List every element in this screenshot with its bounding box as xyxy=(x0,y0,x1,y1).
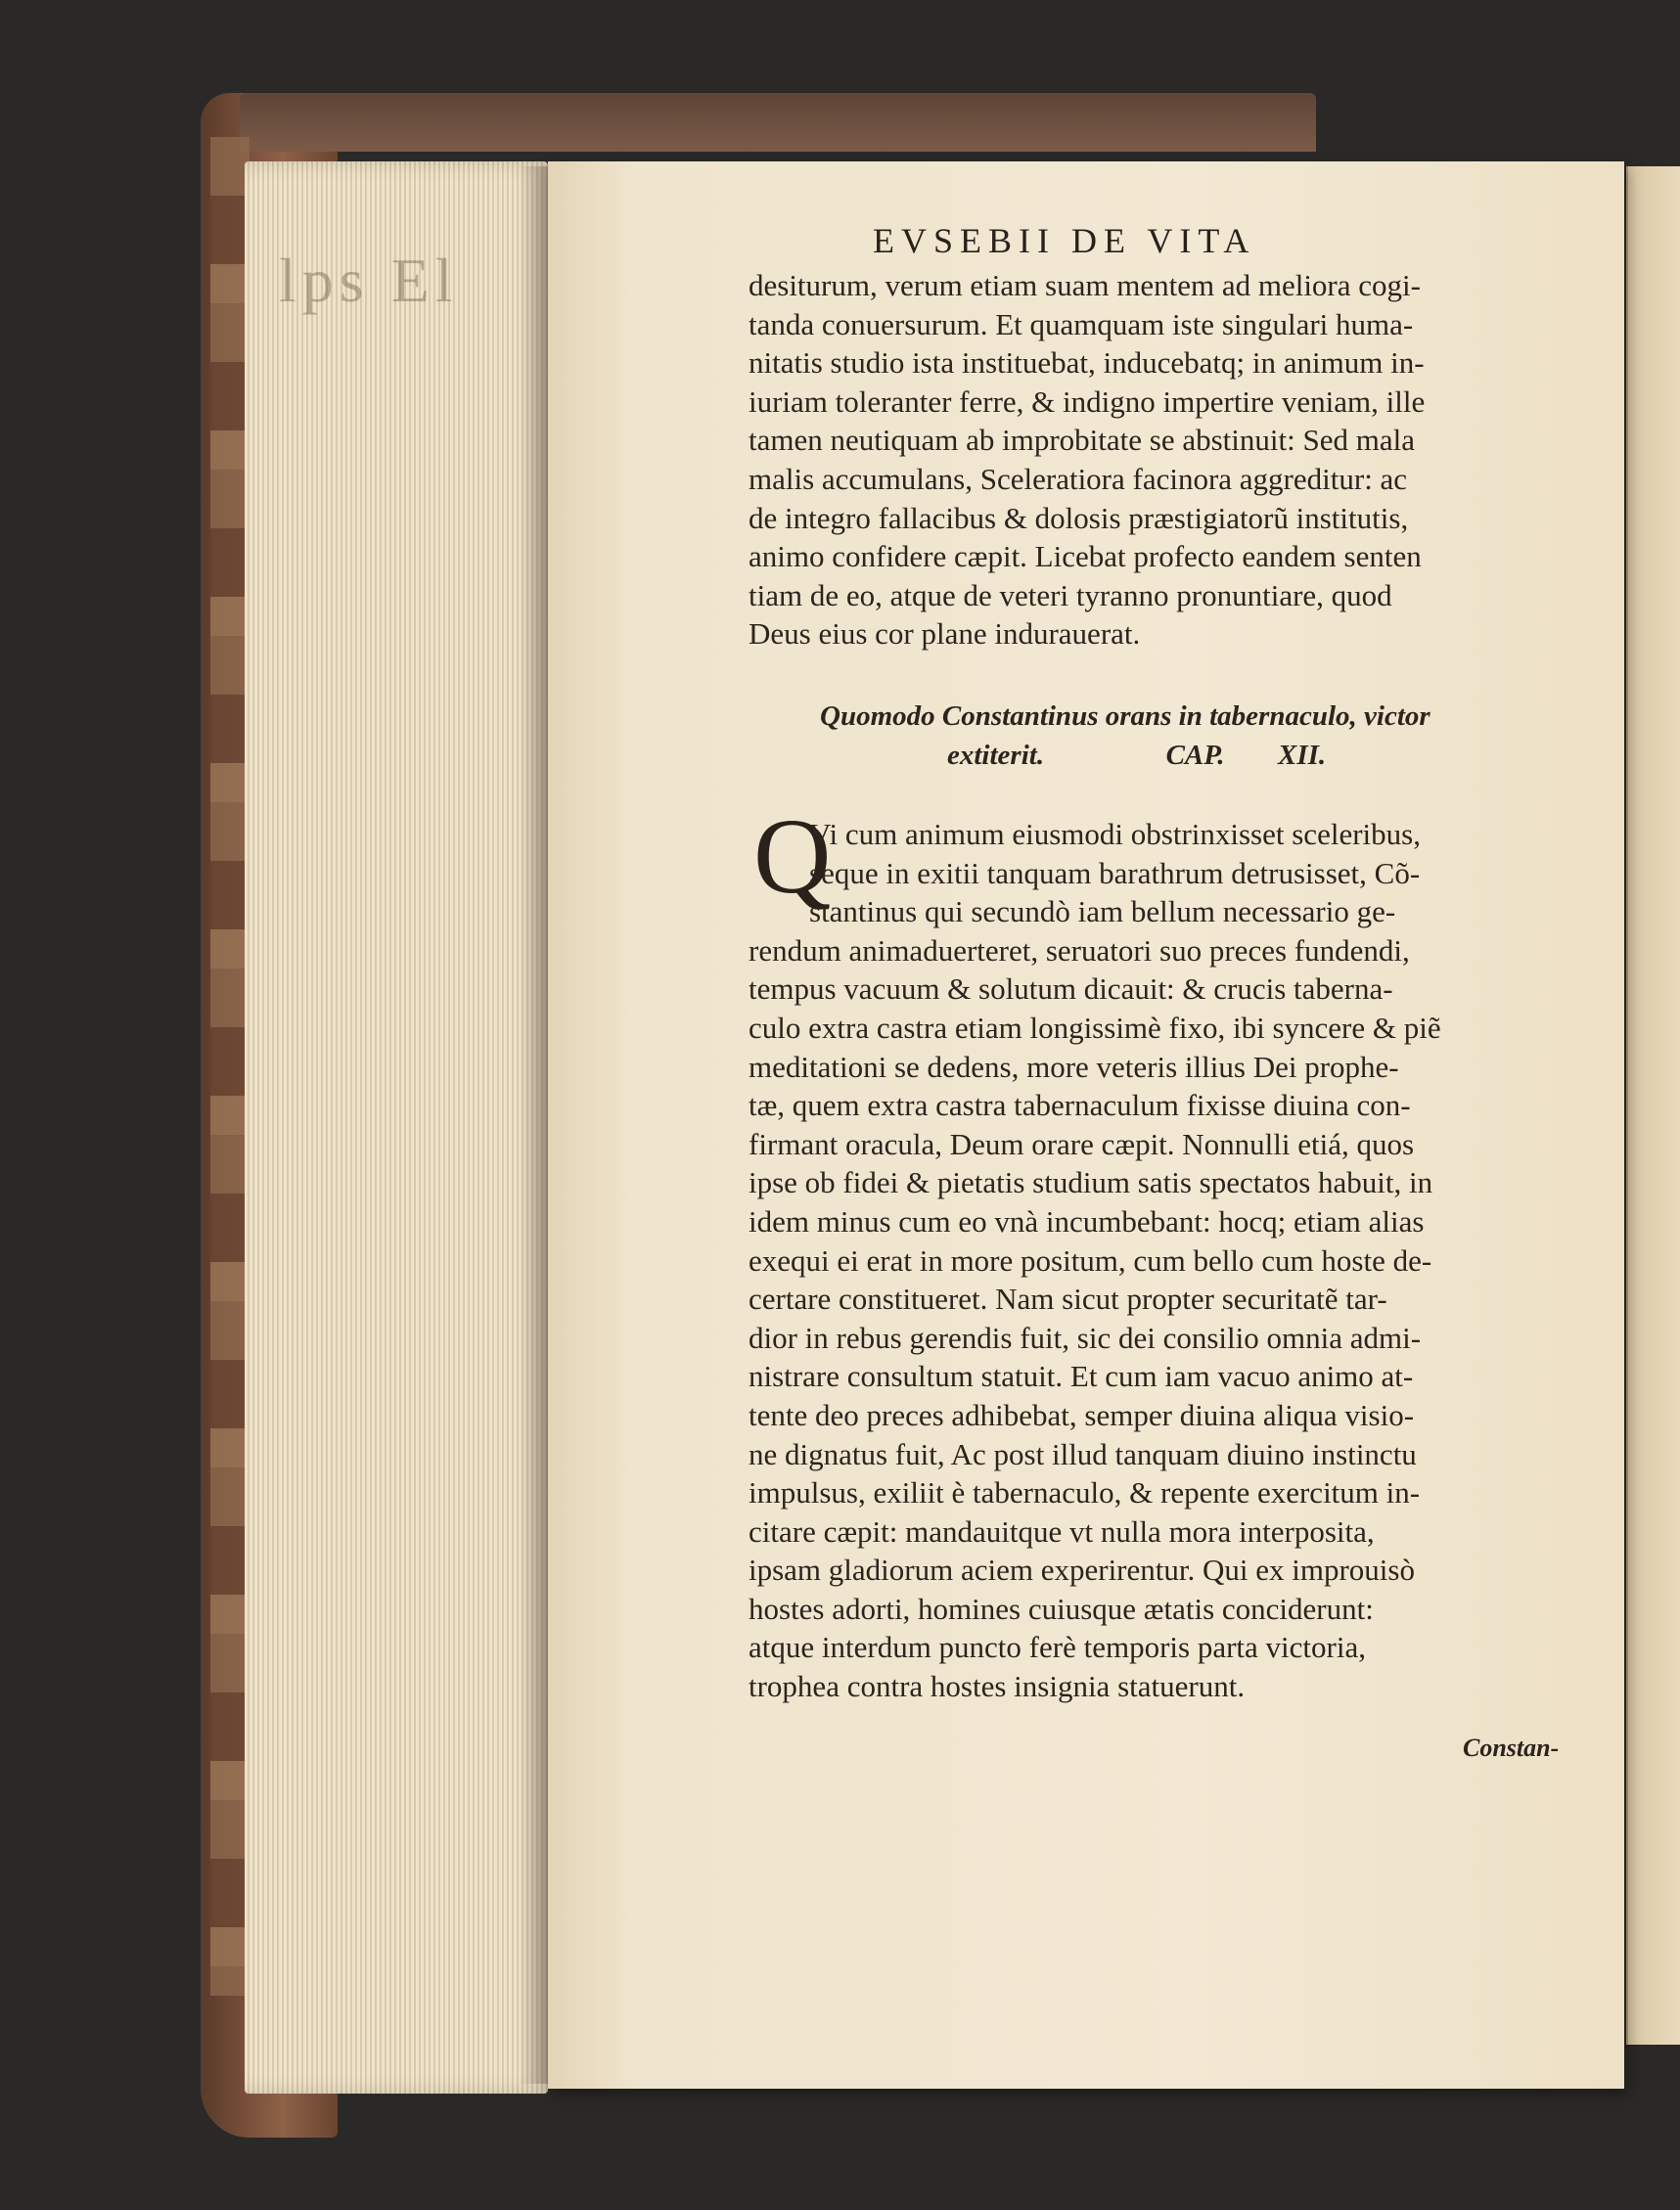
text-line: iuriam toleranter ferre, & indigno impertire veniam, ille xyxy=(749,383,1426,419)
drop-capital: Q xyxy=(753,796,832,916)
text-line: stantinus qui secundò iam bellum necessario ge- xyxy=(809,894,1396,929)
text-line: ipse ob fidei & pietatis studium satis spectatos habuit, in xyxy=(749,1165,1433,1200)
text-line: tempus vacuum & solutum dicauit: & crucis taberna- xyxy=(749,971,1393,1007)
text-line: tamen neutiquam ab improbitate se abstinuit: Sed mala xyxy=(749,423,1415,458)
text-line: rendum animaduerteret, seruatori suo preces fundendi, xyxy=(749,932,1410,968)
text-line: dior in rebus gerendis fuit, sic dei consilio omnia admi- xyxy=(749,1320,1422,1355)
text-line: trophea contra hostes insignia statuerunt. xyxy=(749,1669,1246,1704)
text-line: citare cæpit: mandauitque vt nulla mora interposita, xyxy=(749,1513,1375,1549)
page-edge-shadow xyxy=(519,166,548,2084)
catchword: Constan- xyxy=(1463,1734,1560,1762)
text-line: culo extra castra etiam longissimè fixo, ibi syncere & piẽ xyxy=(749,1010,1441,1045)
text-line: tiam de eo, atque de veteri tyranno pronuntiare, quod xyxy=(749,577,1392,612)
text-line: tæ, quem extra castra tabernaculum fixisse diuina con- xyxy=(749,1088,1411,1123)
text-line: seque in exitii tanquam barathrum detrusisset, Cõ- xyxy=(809,855,1421,890)
bleed-through-text: lps El xyxy=(279,246,459,315)
text-line: Deus eius cor plane indurauerat. xyxy=(749,616,1141,652)
running-head: EVSEBII DE VITA xyxy=(873,221,1256,260)
chapter-heading xyxy=(820,697,1564,775)
text-line: idem minus cum eo vnà incumbebant: hocq; etiam alias xyxy=(749,1203,1425,1239)
text-line: nitatis studio ista instituebat, inducebatq; in animum in- xyxy=(749,345,1425,381)
text-line: nistrare consultum statuit. Et cum iam vacuo animo at- xyxy=(749,1359,1414,1394)
chapter-cap-label: CAP. xyxy=(1165,740,1225,771)
text-line: desiturum, verum etiam suam mentem ad meliora cogi- xyxy=(749,268,1421,302)
book-cover-top xyxy=(240,93,1316,152)
paragraph-2 xyxy=(749,815,1570,1706)
chapter-title-end: extiterit. xyxy=(947,740,1045,771)
text-line: malis accumulans, Sceleratiora facinora aggreditur: ac xyxy=(749,461,1408,496)
chapter-number: XII. xyxy=(1278,740,1327,771)
text-line: hostes adorti, homines cuiusque ætatis conciderunt: xyxy=(749,1591,1374,1626)
text-line: firmant oracula, Deum orare cæpit. Nonnulli etiá, quos xyxy=(749,1126,1415,1161)
text-line: Vi cum animum eiusmodi obstrinxisset sceleribus, xyxy=(809,817,1421,851)
chapter-title-line-1: Quomodo Constantinus orans in tabernaculo, victor xyxy=(820,700,1430,732)
paragraph-1 xyxy=(749,266,1570,654)
text-line: tanda conuersurum. Et quamquam iste singulari huma- xyxy=(749,306,1414,341)
page-edges xyxy=(245,161,548,2094)
text-line: atque interdum puncto ferè temporis parta victoria, xyxy=(749,1630,1366,1665)
text-line: impulsus, exiliit è tabernaculo, & repente exercitum in- xyxy=(749,1475,1421,1511)
text-line: animo confidere cæpit. Licebat profecto eandem senten xyxy=(749,539,1422,574)
text-line: ne dignatus fuit, Ac post illud tanquam diuino instinctu xyxy=(749,1436,1417,1471)
worn-binding xyxy=(210,137,250,1996)
text-line: tente deo preces adhibebat, semper diuina aliqua visio- xyxy=(749,1397,1415,1432)
text-line: certare constitueret. Nam sicut propter securitatẽ tar- xyxy=(749,1282,1387,1317)
facing-page-edge xyxy=(1626,166,1680,2045)
text-line: ipsam gladiorum aciem experirentur. Qui ex improuisò xyxy=(749,1553,1415,1588)
text-line: de integro fallacibus & dolosis præstigiatorũ institutis, xyxy=(749,500,1409,535)
chapter-title-line-2 xyxy=(820,736,1564,775)
text-line: meditationi se dedens, more veteris illius Dei prophe- xyxy=(749,1049,1399,1084)
text-line: exequi ei erat in more positum, cum bello cum hoste de- xyxy=(749,1242,1432,1278)
